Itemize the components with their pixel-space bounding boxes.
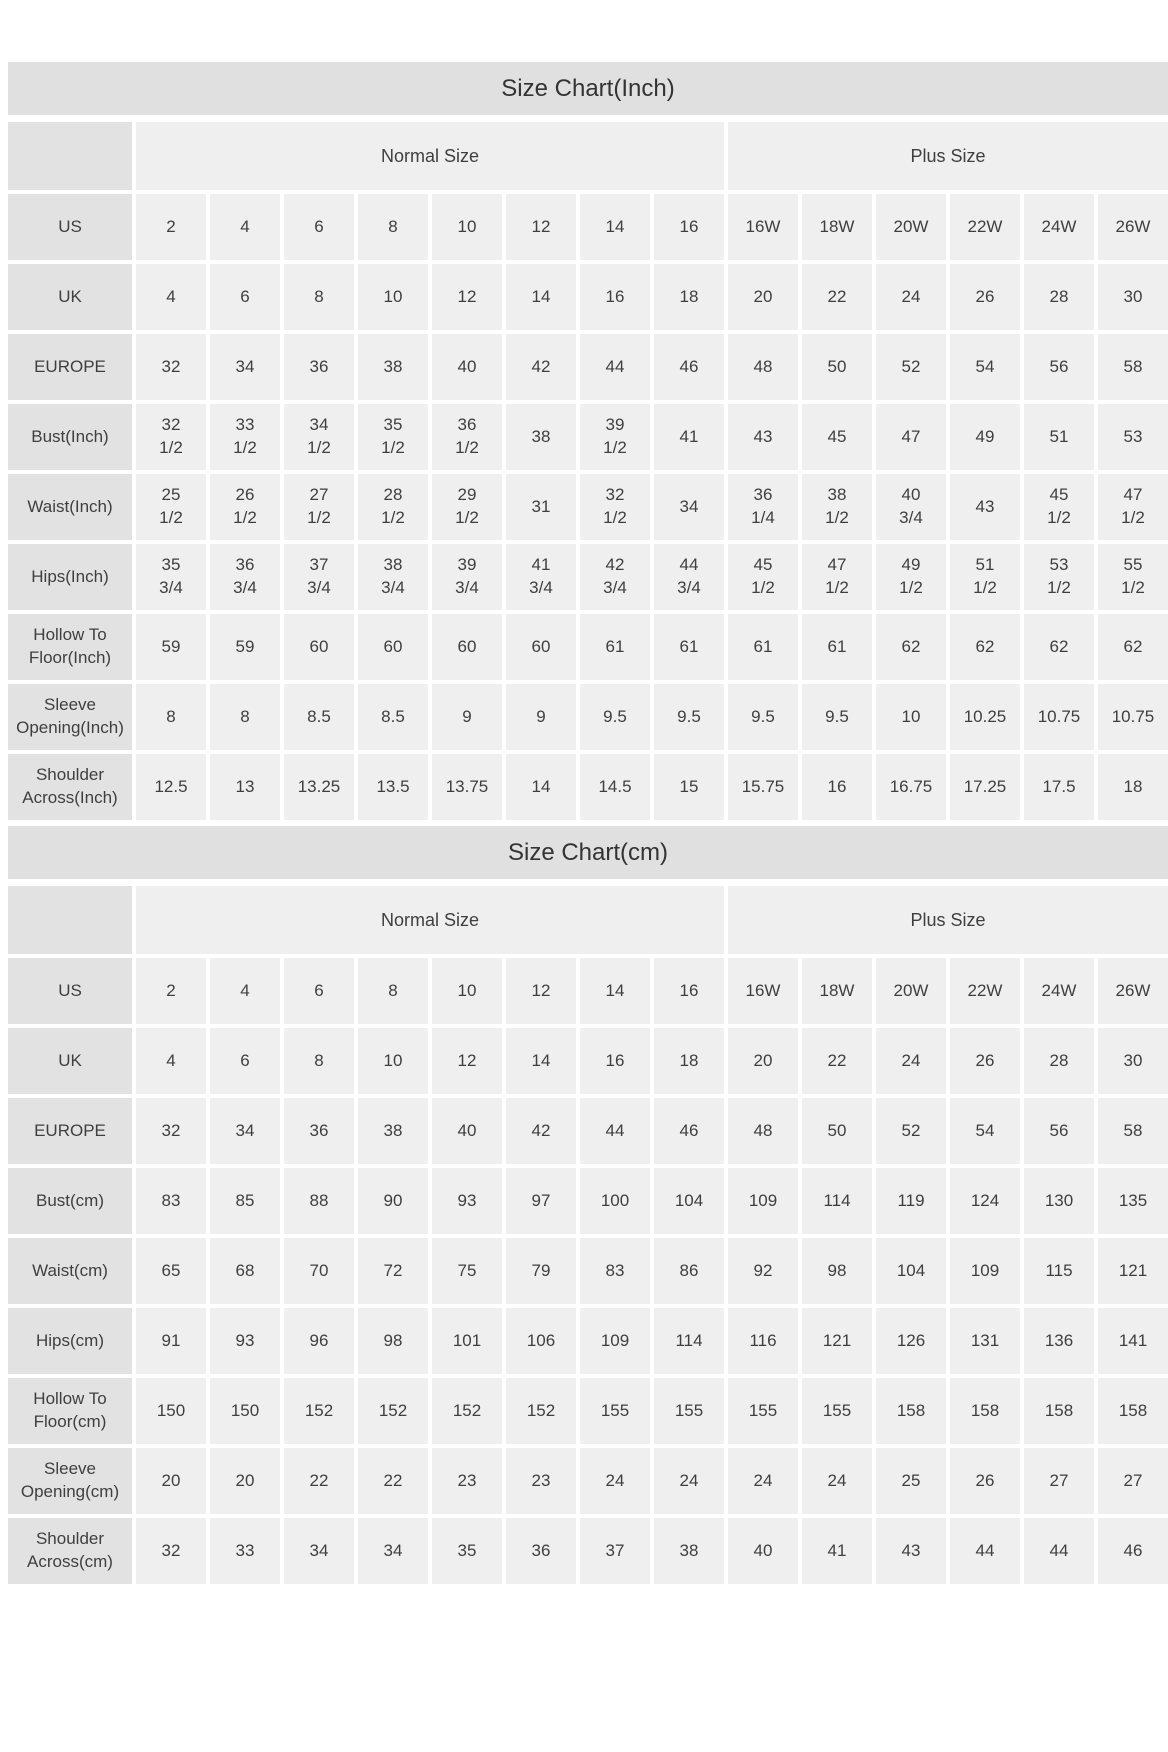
row-label: Bust(cm)	[8, 1168, 132, 1234]
size-cell: 4	[210, 194, 280, 260]
size-cell: 30	[1098, 1028, 1168, 1094]
size-cell: 59	[136, 614, 206, 680]
size-cell: 155	[728, 1378, 798, 1444]
size-cell: 32	[136, 334, 206, 400]
size-cell: 4	[136, 1028, 206, 1094]
size-cell: 35 3/4	[136, 544, 206, 610]
size-cell: 121	[1098, 1238, 1168, 1304]
size-cell: 96	[284, 1308, 354, 1374]
size-cell: 33	[210, 1518, 280, 1584]
row-label: US	[8, 958, 132, 1024]
size-cell: 60	[432, 614, 502, 680]
size-cell: 12	[432, 264, 502, 330]
size-cell: 60	[506, 614, 576, 680]
column-group-header: Normal Size	[136, 886, 724, 954]
size-cell: 13.25	[284, 754, 354, 820]
size-cell: 44	[580, 334, 650, 400]
size-cell: 24	[580, 1448, 650, 1514]
size-cell: 55 1/2	[1098, 544, 1168, 610]
row-label: Bust(Inch)	[8, 404, 132, 470]
size-cell: 29 1/2	[432, 474, 502, 540]
size-cell: 158	[950, 1378, 1020, 1444]
size-cell: 36 3/4	[210, 544, 280, 610]
size-cell: 97	[506, 1168, 576, 1234]
size-cell: 8	[210, 684, 280, 750]
corner-cell	[8, 886, 132, 954]
size-cell: 9	[506, 684, 576, 750]
size-cell: 6	[210, 264, 280, 330]
size-cell: 51	[1024, 404, 1094, 470]
size-cell: 14.5	[580, 754, 650, 820]
size-cell: 68	[210, 1238, 280, 1304]
size-cell: 141	[1098, 1308, 1168, 1374]
size-cell: 14	[506, 1028, 576, 1094]
size-cell: 136	[1024, 1308, 1094, 1374]
size-cell: 88	[284, 1168, 354, 1234]
corner-cell	[8, 122, 132, 190]
size-cell: 62	[1024, 614, 1094, 680]
size-cell: 16W	[728, 958, 798, 1024]
size-cell: 35	[432, 1518, 502, 1584]
size-cell: 10	[358, 264, 428, 330]
size-cell: 56	[1024, 1098, 1094, 1164]
size-cell: 93	[210, 1308, 280, 1374]
row-label: UK	[8, 1028, 132, 1094]
size-cell: 26 1/2	[210, 474, 280, 540]
size-cell: 24	[654, 1448, 724, 1514]
size-cell: 131	[950, 1308, 1020, 1374]
size-cell: 41	[802, 1518, 872, 1584]
size-cell: 6	[284, 194, 354, 260]
size-cell: 83	[580, 1238, 650, 1304]
size-cell: 8	[284, 1028, 354, 1094]
size-cell: 26	[950, 1028, 1020, 1094]
size-cell: 32	[136, 1518, 206, 1584]
column-group-header: Normal Size	[136, 122, 724, 190]
size-cell: 26W	[1098, 194, 1168, 260]
size-cell: 65	[136, 1238, 206, 1304]
size-cell: 126	[876, 1308, 946, 1374]
size-chart-inch-table	[8, 122, 1168, 820]
size-cell: 13.75	[432, 754, 502, 820]
size-cell: 158	[1024, 1378, 1094, 1444]
size-cell: 9.5	[654, 684, 724, 750]
size-cell: 27 1/2	[284, 474, 354, 540]
size-cell: 9	[432, 684, 502, 750]
size-cell: 24	[876, 264, 946, 330]
size-cell: 28	[1024, 1028, 1094, 1094]
size-cell: 50	[802, 1098, 872, 1164]
size-cell: 45	[802, 404, 872, 470]
size-cell: 150	[136, 1378, 206, 1444]
size-cell: 121	[802, 1308, 872, 1374]
size-cell: 24W	[1024, 194, 1094, 260]
size-cell: 26W	[1098, 958, 1168, 1024]
size-cell: 43	[950, 474, 1020, 540]
size-chart-inch-title: Size Chart(Inch)	[8, 62, 1168, 115]
size-cell: 8	[284, 264, 354, 330]
size-cell: 61	[802, 614, 872, 680]
size-cell: 158	[1098, 1378, 1168, 1444]
size-cell: 10.75	[1098, 684, 1168, 750]
size-cell: 41	[654, 404, 724, 470]
size-cell: 18W	[802, 194, 872, 260]
size-cell: 54	[950, 334, 1020, 400]
size-cell: 98	[358, 1308, 428, 1374]
size-cell: 109	[580, 1308, 650, 1374]
size-cell: 91	[136, 1308, 206, 1374]
size-cell: 20	[728, 264, 798, 330]
size-cell: 2	[136, 194, 206, 260]
size-cell: 36	[506, 1518, 576, 1584]
size-cell: 6	[284, 958, 354, 1024]
size-cell: 101	[432, 1308, 502, 1374]
size-cell: 62	[950, 614, 1020, 680]
size-cell: 47 1/2	[1098, 474, 1168, 540]
size-cell: 14	[506, 754, 576, 820]
size-cell: 20	[728, 1028, 798, 1094]
size-cell: 44	[950, 1518, 1020, 1584]
size-cell: 26	[950, 1448, 1020, 1514]
size-cell: 24	[728, 1448, 798, 1514]
size-cell: 152	[506, 1378, 576, 1444]
size-cell: 43	[876, 1518, 946, 1584]
size-chart-cm-section	[8, 826, 1168, 1584]
size-cell: 39 1/2	[580, 404, 650, 470]
size-cell: 10	[432, 958, 502, 1024]
size-cell: 22	[802, 1028, 872, 1094]
size-cell: 39 3/4	[432, 544, 502, 610]
size-cell: 10.25	[950, 684, 1020, 750]
size-cell: 9.5	[580, 684, 650, 750]
size-cell: 9.5	[802, 684, 872, 750]
size-cell: 22W	[950, 194, 1020, 260]
size-cell: 93	[432, 1168, 502, 1234]
row-label: Waist(cm)	[8, 1238, 132, 1304]
size-cell: 34	[284, 1518, 354, 1584]
size-cell: 16	[802, 754, 872, 820]
size-cell: 152	[358, 1378, 428, 1444]
size-cell: 119	[876, 1168, 946, 1234]
row-label: Hips(cm)	[8, 1308, 132, 1374]
size-cell: 36 1/4	[728, 474, 798, 540]
size-cell: 10.75	[1024, 684, 1094, 750]
size-cell: 109	[728, 1168, 798, 1234]
row-label: Sleeve Opening(cm)	[8, 1448, 132, 1514]
size-cell: 44 3/4	[654, 544, 724, 610]
size-cell: 38	[358, 334, 428, 400]
size-cell: 41 3/4	[506, 544, 576, 610]
size-cell: 2	[136, 958, 206, 1024]
size-cell: 83	[136, 1168, 206, 1234]
size-cell: 53	[1098, 404, 1168, 470]
size-cell: 150	[210, 1378, 280, 1444]
size-cell: 52	[876, 334, 946, 400]
size-cell: 58	[1098, 1098, 1168, 1164]
size-cell: 24W	[1024, 958, 1094, 1024]
size-cell: 36	[284, 334, 354, 400]
size-cell: 130	[1024, 1168, 1094, 1234]
size-cell: 15	[654, 754, 724, 820]
size-cell: 18W	[802, 958, 872, 1024]
size-cell: 6	[210, 1028, 280, 1094]
size-cell: 36 1/2	[432, 404, 502, 470]
size-cell: 47 1/2	[802, 544, 872, 610]
size-cell: 32	[136, 1098, 206, 1164]
size-cell: 152	[432, 1378, 502, 1444]
size-cell: 9.5	[728, 684, 798, 750]
size-cell: 40	[432, 1098, 502, 1164]
size-cell: 10	[876, 684, 946, 750]
size-cell: 34	[654, 474, 724, 540]
size-cell: 31	[506, 474, 576, 540]
size-cell: 10	[432, 194, 502, 260]
size-cell: 16	[580, 264, 650, 330]
size-cell: 45 1/2	[728, 544, 798, 610]
size-cell: 8	[136, 684, 206, 750]
size-cell: 34	[210, 334, 280, 400]
size-cell: 18	[654, 264, 724, 330]
size-cell: 109	[950, 1238, 1020, 1304]
size-cell: 155	[654, 1378, 724, 1444]
size-cell: 14	[506, 264, 576, 330]
size-cell: 46	[654, 334, 724, 400]
size-cell: 61	[728, 614, 798, 680]
size-cell: 75	[432, 1238, 502, 1304]
size-cell: 4	[210, 958, 280, 1024]
size-cell: 22	[284, 1448, 354, 1514]
size-cell: 40 3/4	[876, 474, 946, 540]
size-cell: 24	[876, 1028, 946, 1094]
size-cell: 40	[432, 334, 502, 400]
size-cell: 45 1/2	[1024, 474, 1094, 540]
size-cell: 4	[136, 264, 206, 330]
size-cell: 20	[136, 1448, 206, 1514]
size-chart-cm-table	[8, 886, 1168, 1584]
size-cell: 53 1/2	[1024, 544, 1094, 610]
size-cell: 12	[432, 1028, 502, 1094]
size-cell: 38	[506, 404, 576, 470]
size-cell: 20	[210, 1448, 280, 1514]
size-cell: 13	[210, 754, 280, 820]
size-cell: 16	[654, 194, 724, 260]
size-cell: 27	[1024, 1448, 1094, 1514]
size-cell: 38	[358, 1098, 428, 1164]
size-cell: 8	[358, 958, 428, 1024]
size-cell: 60	[284, 614, 354, 680]
size-cell: 90	[358, 1168, 428, 1234]
size-cell: 56	[1024, 334, 1094, 400]
size-cell: 98	[802, 1238, 872, 1304]
size-cell: 24	[802, 1448, 872, 1514]
size-cell: 46	[654, 1098, 724, 1164]
size-cell: 40	[728, 1518, 798, 1584]
size-cell: 114	[802, 1168, 872, 1234]
size-cell: 43	[728, 404, 798, 470]
size-cell: 18	[1098, 754, 1168, 820]
row-label: Sleeve Opening(Inch)	[8, 684, 132, 750]
size-cell: 25 1/2	[136, 474, 206, 540]
size-cell: 47	[876, 404, 946, 470]
size-cell: 42	[506, 334, 576, 400]
size-cell: 38 1/2	[802, 474, 872, 540]
size-cell: 58	[1098, 334, 1168, 400]
size-cell: 28 1/2	[358, 474, 428, 540]
size-cell: 50	[802, 334, 872, 400]
size-cell: 14	[580, 194, 650, 260]
size-cell: 26	[950, 264, 1020, 330]
size-cell: 92	[728, 1238, 798, 1304]
size-cell: 54	[950, 1098, 1020, 1164]
size-cell: 62	[1098, 614, 1168, 680]
size-cell: 33 1/2	[210, 404, 280, 470]
size-cell: 85	[210, 1168, 280, 1234]
size-cell: 61	[654, 614, 724, 680]
size-cell: 34	[358, 1518, 428, 1584]
row-label: Shoulder Across(cm)	[8, 1518, 132, 1584]
size-cell: 16W	[728, 194, 798, 260]
size-cell: 49	[950, 404, 1020, 470]
size-chart-inch-section	[8, 62, 1168, 820]
size-cell: 34	[210, 1098, 280, 1164]
size-cell: 86	[654, 1238, 724, 1304]
size-cell: 10	[358, 1028, 428, 1094]
size-cell: 17.5	[1024, 754, 1094, 820]
size-cell: 42 3/4	[580, 544, 650, 610]
size-cell: 51 1/2	[950, 544, 1020, 610]
size-cell: 48	[728, 334, 798, 400]
size-cell: 49 1/2	[876, 544, 946, 610]
size-cell: 23	[506, 1448, 576, 1514]
row-label: EUROPE	[8, 334, 132, 400]
size-cell: 28	[1024, 264, 1094, 330]
size-cell: 30	[1098, 264, 1168, 330]
size-cell: 114	[654, 1308, 724, 1374]
size-cell: 106	[506, 1308, 576, 1374]
row-label: Shoulder Across(Inch)	[8, 754, 132, 820]
size-cell: 44	[1024, 1518, 1094, 1584]
size-cell: 12.5	[136, 754, 206, 820]
size-cell: 70	[284, 1238, 354, 1304]
size-cell: 155	[580, 1378, 650, 1444]
size-cell: 13.5	[358, 754, 428, 820]
column-group-header: Plus Size	[728, 122, 1168, 190]
size-cell: 48	[728, 1098, 798, 1164]
size-cell: 32 1/2	[136, 404, 206, 470]
row-label: Hollow To Floor(cm)	[8, 1378, 132, 1444]
size-cell: 8.5	[358, 684, 428, 750]
row-label: Hollow To Floor(Inch)	[8, 614, 132, 680]
size-cell: 18	[654, 1028, 724, 1094]
size-cell: 38	[654, 1518, 724, 1584]
size-cell: 14	[580, 958, 650, 1024]
size-cell: 12	[506, 958, 576, 1024]
size-cell: 135	[1098, 1168, 1168, 1234]
size-cell: 37	[580, 1518, 650, 1584]
size-cell: 16	[580, 1028, 650, 1094]
size-cell: 20W	[876, 194, 946, 260]
size-cell: 17.25	[950, 754, 1020, 820]
size-cell: 16	[654, 958, 724, 1024]
row-label: Waist(Inch)	[8, 474, 132, 540]
size-cell: 158	[876, 1378, 946, 1444]
size-cell: 37 3/4	[284, 544, 354, 610]
size-cell: 34 1/2	[284, 404, 354, 470]
size-cell: 32 1/2	[580, 474, 650, 540]
size-chart-cm-title: Size Chart(cm)	[8, 826, 1168, 879]
size-cell: 12	[506, 194, 576, 260]
size-cell: 104	[654, 1168, 724, 1234]
size-cell: 38 3/4	[358, 544, 428, 610]
row-label: UK	[8, 264, 132, 330]
size-cell: 60	[358, 614, 428, 680]
size-cell: 27	[1098, 1448, 1168, 1514]
size-cell: 59	[210, 614, 280, 680]
size-cell: 46	[1098, 1518, 1168, 1584]
size-cell: 25	[876, 1448, 946, 1514]
size-cell: 22W	[950, 958, 1020, 1024]
size-cell: 42	[506, 1098, 576, 1164]
size-cell: 35 1/2	[358, 404, 428, 470]
size-cell: 72	[358, 1238, 428, 1304]
row-label: EUROPE	[8, 1098, 132, 1164]
size-cell: 8.5	[284, 684, 354, 750]
size-cell: 100	[580, 1168, 650, 1234]
size-cell: 44	[580, 1098, 650, 1164]
size-cell: 62	[876, 614, 946, 680]
size-cell: 23	[432, 1448, 502, 1514]
size-cell: 22	[802, 264, 872, 330]
size-cell: 36	[284, 1098, 354, 1164]
size-cell: 152	[284, 1378, 354, 1444]
size-cell: 116	[728, 1308, 798, 1374]
size-cell: 124	[950, 1168, 1020, 1234]
size-cell: 115	[1024, 1238, 1094, 1304]
row-label: Hips(Inch)	[8, 544, 132, 610]
size-cell: 22	[358, 1448, 428, 1514]
size-cell: 155	[802, 1378, 872, 1444]
row-label: US	[8, 194, 132, 260]
size-cell: 79	[506, 1238, 576, 1304]
size-cell: 52	[876, 1098, 946, 1164]
size-cell: 61	[580, 614, 650, 680]
size-cell: 20W	[876, 958, 946, 1024]
size-cell: 8	[358, 194, 428, 260]
size-cell: 104	[876, 1238, 946, 1304]
size-cell: 15.75	[728, 754, 798, 820]
size-cell: 16.75	[876, 754, 946, 820]
column-group-header: Plus Size	[728, 886, 1168, 954]
